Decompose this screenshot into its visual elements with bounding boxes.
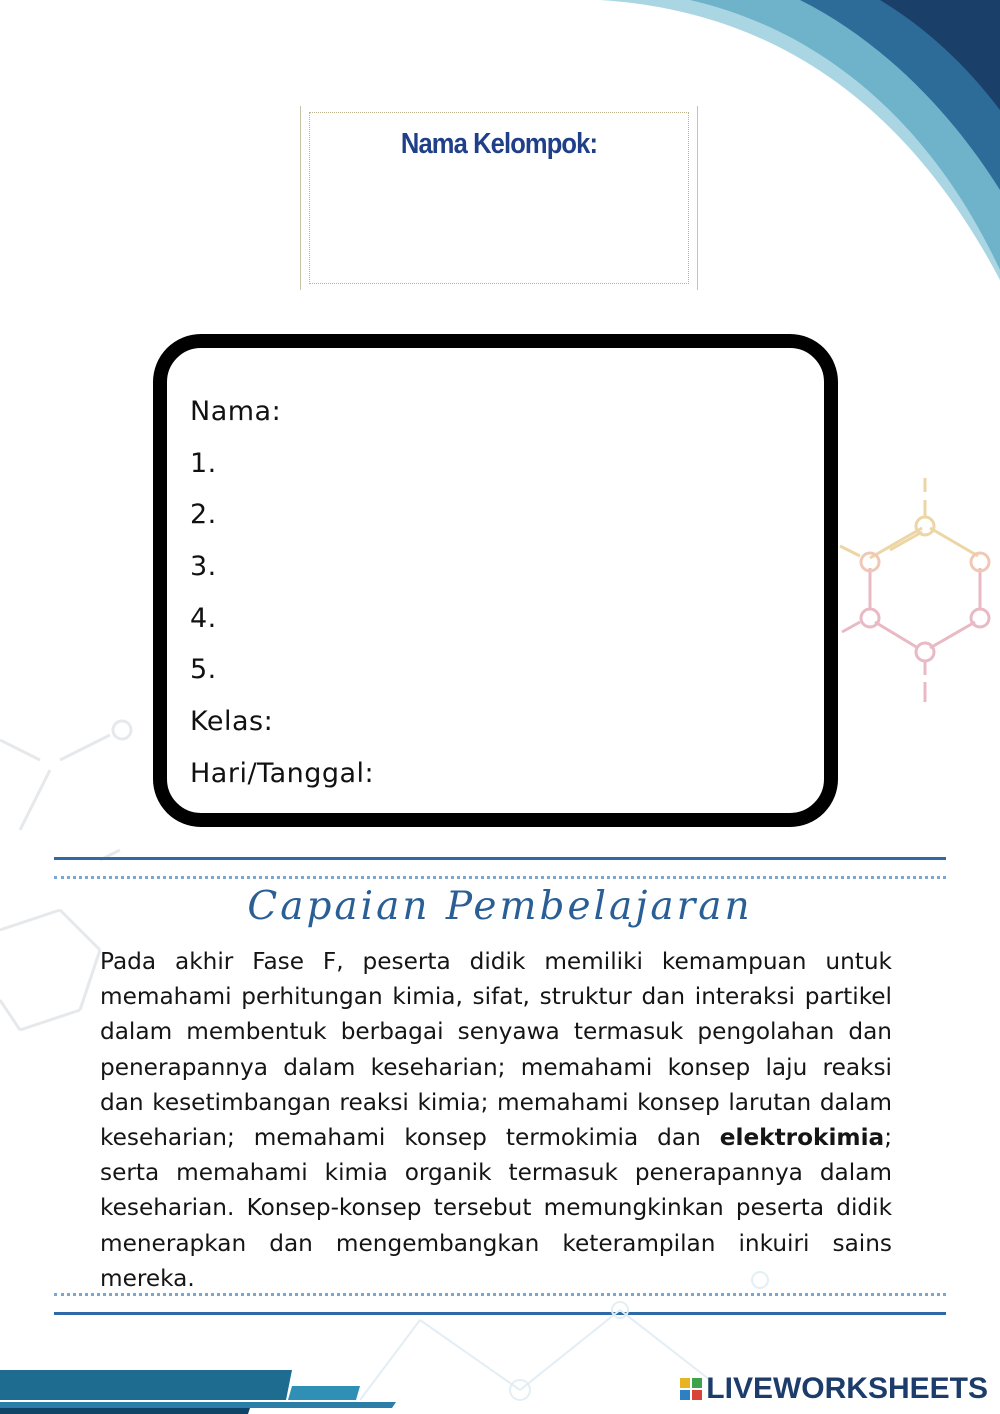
learning-outcomes-body [100,944,892,1296]
identity-member-3: 3. [190,551,217,583]
liveworksheets-logo-icon [680,1378,702,1400]
group-name-box [300,106,698,290]
identity-list [190,386,374,800]
identity-card [153,334,838,827]
section-top-dotted-rule [54,876,946,879]
section-top-rule [54,857,946,860]
learning-outcomes-text-part-2: ; serta memahami kimia organik termasuk penerapannya dalam keseharian. Konsep-konsep tersebut memungkinkan peserta didik menerapkan dan mengembangkan keterampilan inkuiri sains mereka. [100,1124,892,1292]
group-name-title: Nama Kelompok: [400,128,598,160]
molecule-decoration-icon [830,470,1000,710]
liveworksheets-brand [680,1372,988,1406]
learning-outcomes-title: Capaian Pembelajaran [247,884,753,929]
identity-name-label: Nama: [190,396,282,427]
identity-class-label: Kelas: [190,706,274,738]
identity-member-4: 4. [190,602,217,634]
identity-member-1: 1. [190,447,217,479]
identity-member-5: 5. [190,654,217,686]
learning-outcomes-bold-term: elektrokimia [719,1124,885,1152]
brand-text: LIVEWORKSHEETS [706,1372,988,1405]
identity-date-label: Hari/Tanggal: [190,757,375,789]
footer-stripe-decoration [0,1368,420,1414]
identity-member-2: 2. [190,499,217,531]
learning-outcomes-text-part-1: Pada akhir Fase F, peserta didik memiliki kemampuan untuk memahami perhitungan kimia, sifat, struktur dan interaksi partikel dalam membentuk berbagai senyawa termasuk pengolahan dan penerapannya dalam keseharian; memahami konsep laju reaksi dan kesetimbangan reaksi kimia; memahami konsep larutan dalam keseharian; memahami konsep termokimia dan [100,948,892,1152]
